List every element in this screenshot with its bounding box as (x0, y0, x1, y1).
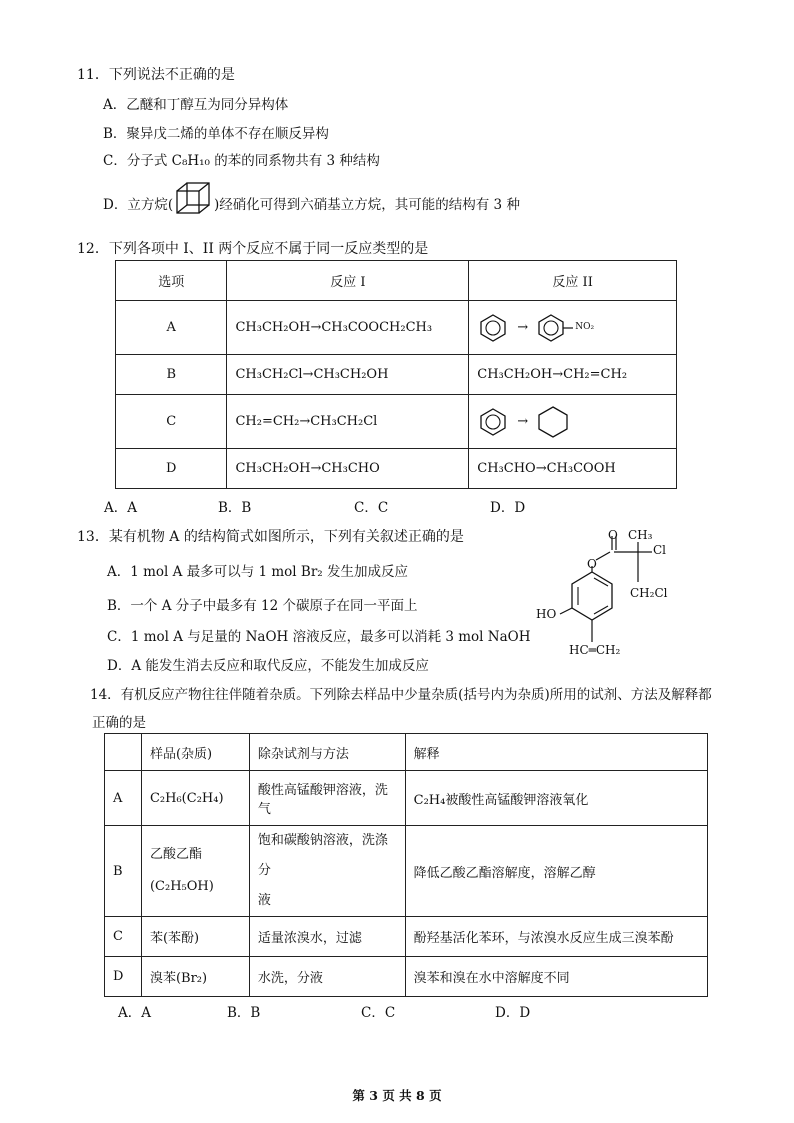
option-cell: D (116, 449, 227, 489)
reaction-1-cell: CH₃CH₂Cl→CH₃CH₂OH (227, 355, 469, 395)
explain-cell: 降低乙酸乙酯溶解度，溶解乙醇 (405, 826, 707, 917)
sample-line: (C₂H₅OH) (149, 879, 214, 894)
table-row (105, 771, 708, 826)
sample-cell: C₂H₆(C₂H₄) (141, 771, 249, 826)
arrow: → (517, 319, 529, 335)
answer-choice: A．A (118, 1005, 151, 1021)
answer-choice: D．D (490, 500, 526, 516)
sample-cell: 苯(苯酚) (141, 917, 249, 957)
answer-choice: D．D (495, 1005, 531, 1021)
header-cell: 反应 II (469, 261, 677, 301)
answer-choice: A．A (104, 500, 137, 516)
structure-label-vinyl: HC═CH₂ (569, 643, 621, 657)
method-line: 液 (257, 893, 271, 908)
table-row (105, 957, 708, 997)
sample-line: 乙酸乙酯 (149, 847, 202, 862)
header-cell (105, 734, 142, 771)
table-header-row (105, 734, 708, 771)
header-cell: 样品(杂质) (141, 734, 249, 771)
option-cell: C (116, 395, 227, 449)
q14-stem: 14．有机反应产物往往伴随着杂质。下列除去样品中少量杂质(括号内为杂质)所用的试剂、方法及解释都 (90, 687, 712, 703)
table-row (116, 301, 677, 355)
option-cell: B (105, 826, 142, 917)
option-cell: D (105, 957, 142, 997)
q11-option-b: B．聚异戊二烯的单体不存在顺反异构 (103, 126, 329, 142)
benzene-ring (479, 314, 507, 342)
q11-option-d: D．立方烷( (103, 197, 174, 213)
nitro-group-label: NO₂ (575, 321, 595, 332)
q13-stem: 13．某有机物 A 的结构简式如图所示，下列有关叙述正确的是 (77, 529, 464, 545)
header-cell: 解释 (405, 734, 707, 771)
table-header-row (116, 261, 677, 301)
table-row (116, 395, 677, 449)
header-cell: 反应 I (227, 261, 469, 301)
cyclohexane-ring (537, 406, 569, 438)
method-cell: 酸性高锰酸钾溶液，洗气 (249, 771, 405, 826)
q11-option-d-rest: )经硝化可得到六硝基立方烷，其可能的结构有 3 种 (214, 197, 520, 213)
answer-choice: C．C (354, 500, 389, 516)
structure-label-o: O (587, 557, 597, 571)
q12-table (115, 260, 677, 489)
nitrobenzene-ring (537, 314, 565, 342)
option-cell: A (105, 771, 142, 826)
table-row (105, 826, 708, 917)
q11-option-c: C．分子式 C₈H₁₀ 的苯的同系物共有 3 种结构 (103, 153, 380, 169)
structure-label-ch2cl: CH₂Cl (630, 586, 668, 600)
reaction-1-cell: CH₂=CH₂→CH₃CH₂Cl (227, 395, 469, 449)
cubane-structure (175, 181, 211, 215)
structure-label-ho: HO (536, 607, 557, 621)
reaction-1-cell: CH₃CH₂OH→CH₃COOCH₂CH₃ (227, 301, 469, 355)
method-cell: 水洗，分液 (249, 957, 405, 997)
benzene-ring (479, 408, 507, 436)
table-row (116, 449, 677, 489)
q13-option-d: D．A 能发生消去反应和取代反应，不能发生加成反应 (107, 658, 429, 674)
table-row (116, 355, 677, 395)
header-cell: 除杂试剂与方法 (249, 734, 405, 771)
q13-option-b: B．一个 A 分子中最多有 12 个碳原子在同一平面上 (107, 598, 418, 614)
q14-stem-continued: 正确的是 (92, 715, 146, 731)
method-cell: 适量浓溴水，过滤 (249, 917, 405, 957)
structure-label-cl: Cl (653, 543, 667, 557)
answer-choice: C．C (361, 1005, 396, 1021)
reaction-2-cell (469, 395, 677, 449)
q13-option-c: C．1 mol A 与足量的 NaOH 溶液反应，最多可以消耗 3 mol NaOH (107, 629, 531, 645)
q14-table (104, 733, 708, 997)
structure-label-o-carbonyl: O (608, 528, 618, 542)
explain-cell: 溴苯和溴在水中溶解度不同 (405, 957, 707, 997)
reaction-1-cell: CH₃CH₂OH→CH₃CHO (227, 449, 469, 489)
sample-cell (141, 826, 249, 917)
reaction-2-cell: CH₃CH₂OH→CH₂=CH₂ (469, 355, 677, 395)
reaction-2-cell: CH₃CHO→CH₃COOH (469, 449, 677, 489)
option-cell: C (105, 917, 142, 957)
sample-cell: 溴苯(Br₂) (141, 957, 249, 997)
q11-option-a: A．乙醚和丁醇互为同分异构体 (103, 97, 289, 113)
option-cell: A (116, 301, 227, 355)
explain-cell: C₂H₄被酸性高锰酸钾溶液氧化 (405, 771, 707, 826)
header-cell: 选项 (116, 261, 227, 301)
answer-choice: B．B (218, 500, 252, 516)
q13-option-a: A．1 mol A 最多可以与 1 mol Br₂ 发生加成反应 (107, 564, 408, 580)
q12-stem: 12．下列各项中 I、II 两个反应不属于同一反应类型的是 (77, 241, 429, 257)
table-row (105, 917, 708, 957)
q11-stem: 11．下列说法不正确的是 (77, 67, 235, 83)
explain-cell: 酚羟基活化苯环，与浓溴水反应生成三溴苯酚 (405, 917, 707, 957)
reaction-2-cell (469, 301, 677, 355)
answer-choice: B．B (227, 1005, 261, 1021)
method-cell (249, 826, 405, 917)
structure-label-ch3: CH₃ (628, 528, 653, 542)
page-number-footer: 第 3 页 共 8 页 (352, 1088, 442, 1103)
arrow: → (517, 413, 529, 429)
option-cell: B (116, 355, 227, 395)
method-line: 饱和碳酸钠溶液，洗涤分 (257, 833, 388, 878)
